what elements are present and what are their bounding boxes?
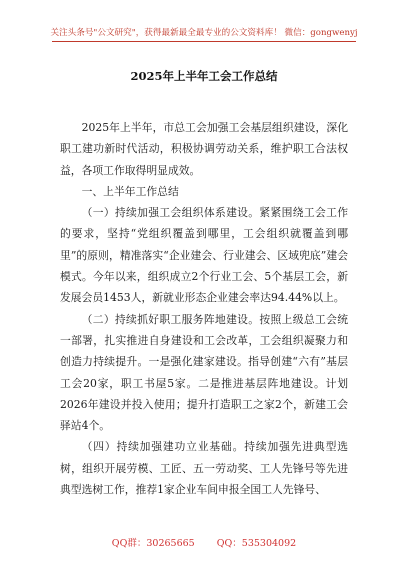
paragraph-organization-building: （一）持续加强工会组织体系建设。紧紧围绕工会工作的要求，坚持“党组织覆盖到哪里，工会组织就覆盖到哪里”的原则，精准落实“企业建会、行业建会、区域兜底”建会模式。今年以来，组织成立2个行业工会、5个基层工会，新发展会员1453人，新就业形态企业建会率达94.44%以上。 [60,206,348,305]
intro-paragraph: 2025年上半年，市总工会加强工会基层组织建设，深化职工建功新时代活动，积极协调劳动关系，维护职工合法权益，各项工作取得明显成效。 [60,121,348,177]
footer-qq-number: QQ：535304092 [216,538,297,549]
paragraph-service-building: （二）持续抓好职工服务阵地建设。按照上级总工会统一部署，扎实推进自身建设和工会改革，工会组织凝聚力和创造力持续提升。一是强化建家建设。指导创建“六有”基层工会20家，职工书屋5家。二是推进基层阵地建设。计划2026年建设并投入使用；提升打造职工之家2个，新建工会驿站4个。 [60,312,348,433]
document-title: 2025年上半年工会工作总结 [130,69,278,83]
paragraph-achievement-foundation: （四）持续加强建功立业基础。持续加强先进典型选树，组织开展劳模、工匠、五一劳动奖、工人先锋号等先进典型选树工作，推荐1家企业车间申报全国工人先锋号、 [60,440,348,497]
document-body [60,117,348,500]
footer-contact [0,535,408,549]
header-divider [52,41,356,42]
header-note: 关注头条号"公文研究"，获得最新最全最专业的公文资料库！ 微信：gongwenyj [50,28,358,38]
section-heading: 一、上半年工作总结 [81,184,179,198]
footer-qq-group: QQ群：30265665 [111,538,195,549]
